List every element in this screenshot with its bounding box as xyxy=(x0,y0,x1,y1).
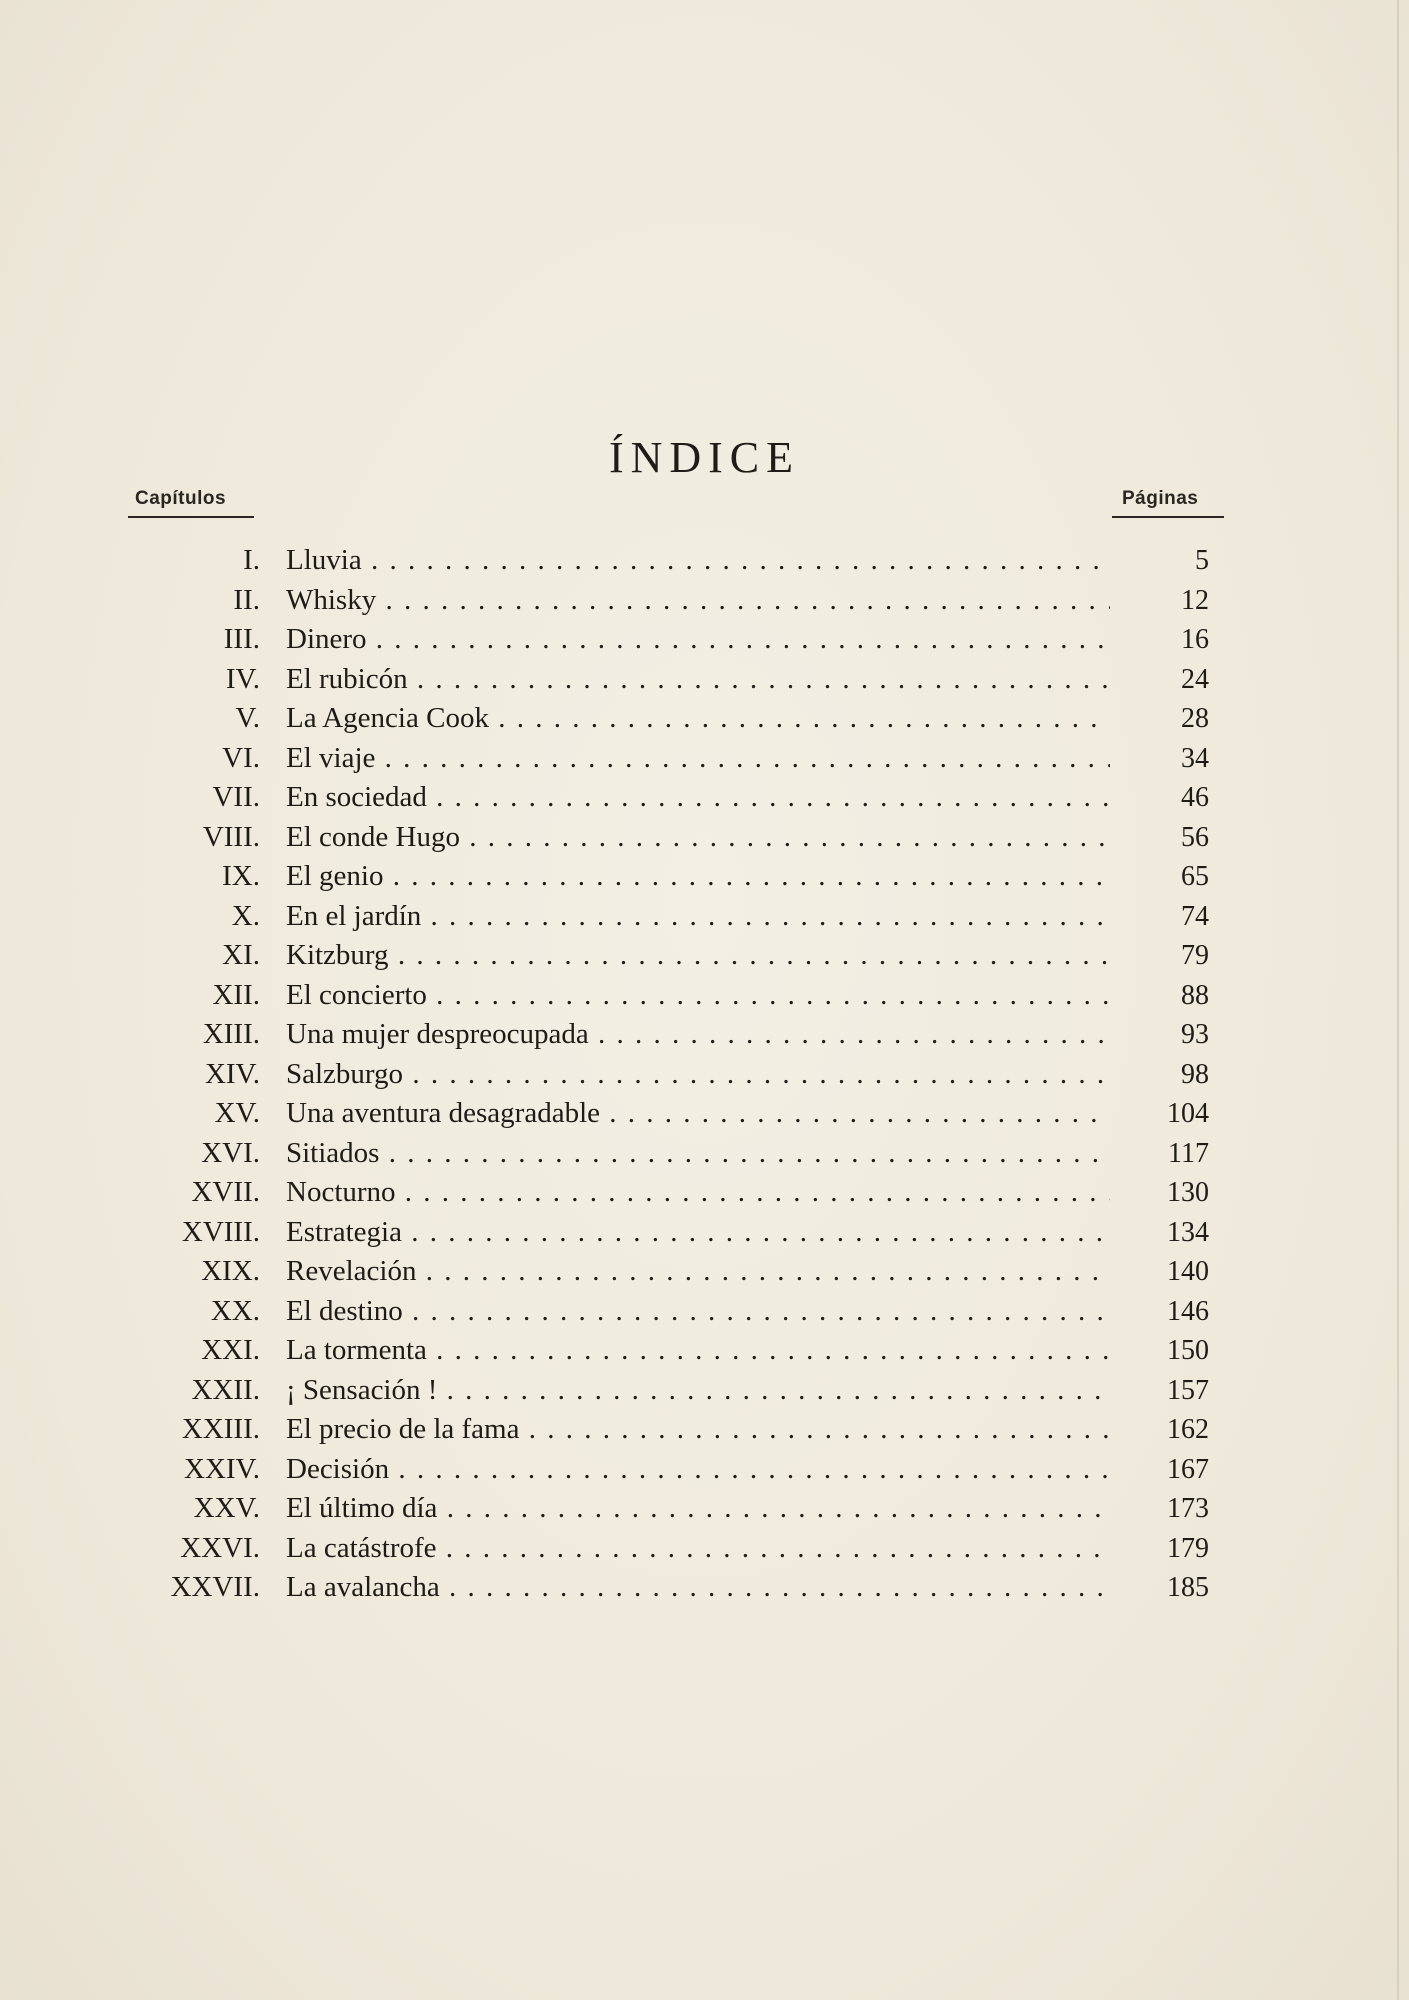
toc-entry xyxy=(0,1292,1409,1332)
chapter-title-with-leader xyxy=(286,1292,1110,1332)
chapter-title: El viaje xyxy=(286,741,376,774)
chapter-number: VI. xyxy=(222,741,260,774)
chapter-number: IX. xyxy=(222,860,260,892)
chapter-number: XXII. xyxy=(191,1373,260,1406)
chapter-number: XXVI. xyxy=(180,1531,260,1564)
page-number: 24 xyxy=(1181,663,1209,695)
chapter-title: Salzburgo xyxy=(286,1057,404,1090)
chapter-title-with-leader xyxy=(286,1015,1110,1055)
chapter-title-with-leader xyxy=(286,936,1110,976)
chapter-title-with-leader xyxy=(286,857,1110,897)
page-number: 12 xyxy=(1181,584,1209,616)
page-number: 134 xyxy=(1167,1216,1209,1248)
chapter-number: XVI. xyxy=(201,1136,260,1169)
chapter-title: Lluvia xyxy=(286,544,362,576)
chapter-title: Nocturno xyxy=(286,1176,396,1208)
toc-entry xyxy=(0,660,1409,700)
page-number: 65 xyxy=(1181,861,1209,892)
chapter-number: XV. xyxy=(214,1097,260,1129)
chapter-title: El rubicón xyxy=(286,662,408,695)
chapter-number: VIII. xyxy=(202,820,260,853)
chapter-title-with-leader xyxy=(286,620,1110,660)
page-number: 157 xyxy=(1167,1374,1209,1406)
table-of-contents xyxy=(0,541,1409,1608)
page-number: 146 xyxy=(1167,1295,1209,1327)
chapter-title: El precio de la fama xyxy=(286,1413,520,1445)
chapter-number: XVII. xyxy=(191,1176,260,1208)
chapter-title-with-leader xyxy=(286,1094,1110,1134)
toc-entry xyxy=(0,1331,1409,1371)
chapter-title: La Agencia Cook xyxy=(286,702,489,734)
page-number: 88 xyxy=(1181,979,1209,1011)
toc-entry xyxy=(0,1529,1409,1569)
page-number: 173 xyxy=(1167,1493,1209,1524)
chapter-title-with-leader xyxy=(286,1410,1110,1450)
chapter-title: Kitzburg xyxy=(286,939,389,971)
chapter-number: XI. xyxy=(222,939,260,971)
toc-entry xyxy=(0,1134,1409,1174)
page-number: 56 xyxy=(1181,821,1209,853)
toc-entry xyxy=(0,1015,1409,1055)
chapter-title: La avalancha xyxy=(286,1571,440,1603)
chapter-number: II. xyxy=(233,583,260,616)
page-number: 34 xyxy=(1181,742,1209,774)
chapter-title-with-leader xyxy=(286,1252,1110,1292)
toc-entry xyxy=(0,739,1409,779)
page-number: 167 xyxy=(1167,1453,1209,1485)
chapter-number: XXV. xyxy=(193,1492,260,1524)
chapter-title-with-leader xyxy=(286,699,1110,739)
toc-entry xyxy=(0,1213,1409,1253)
page-number: 5 xyxy=(1195,545,1209,576)
toc-entry xyxy=(0,1568,1409,1608)
chapter-title: Dinero xyxy=(286,623,367,655)
page-number: 150 xyxy=(1167,1335,1209,1366)
chapter-number: VII. xyxy=(212,781,260,813)
page-number: 162 xyxy=(1167,1414,1209,1445)
chapter-number: XIII. xyxy=(202,1018,260,1050)
chapter-title-with-leader xyxy=(286,1489,1110,1529)
chapter-title-with-leader xyxy=(286,818,1110,858)
page-number: 140 xyxy=(1167,1256,1209,1287)
chapter-title-with-leader xyxy=(286,976,1110,1016)
page-number: 130 xyxy=(1167,1177,1209,1208)
page-number: 179 xyxy=(1167,1532,1209,1564)
chapter-number: XII. xyxy=(212,978,260,1011)
chapter-title: Estrategia xyxy=(286,1215,402,1248)
chapter-title-with-leader xyxy=(286,1371,1110,1411)
toc-entry xyxy=(0,1371,1409,1411)
chapter-title: El concierto xyxy=(286,978,427,1011)
chapter-number: XXVII. xyxy=(170,1571,260,1603)
toc-entry xyxy=(0,1173,1409,1213)
toc-entry xyxy=(0,699,1409,739)
chapter-title: La tormenta xyxy=(286,1334,427,1366)
toc-entry xyxy=(0,778,1409,818)
toc-entry xyxy=(0,1450,1409,1490)
chapter-number: XX. xyxy=(210,1294,260,1327)
toc-entry xyxy=(0,581,1409,621)
chapters-underline xyxy=(128,516,254,518)
chapter-number: XIV. xyxy=(204,1057,260,1090)
chapter-title: El destino xyxy=(286,1294,403,1327)
toc-entry xyxy=(0,897,1409,937)
chapter-title-with-leader xyxy=(286,1055,1110,1095)
chapter-title-with-leader xyxy=(286,660,1110,700)
chapter-number: XVIII. xyxy=(181,1215,260,1248)
chapter-title-with-leader xyxy=(286,1213,1110,1253)
page-number: 93 xyxy=(1181,1019,1209,1050)
chapter-title-with-leader xyxy=(286,1134,1110,1174)
toc-entry xyxy=(0,1252,1409,1292)
chapter-title-with-leader xyxy=(286,1568,1110,1608)
pages-underline xyxy=(1112,516,1224,518)
chapter-number: XIX. xyxy=(201,1255,260,1287)
chapter-number: XXIV. xyxy=(184,1452,260,1485)
page-number: 16 xyxy=(1181,624,1209,655)
chapter-title: Decisión xyxy=(286,1452,390,1485)
chapter-number: X. xyxy=(231,899,260,932)
chapter-title: Revelación xyxy=(286,1255,417,1287)
chapter-title-with-leader xyxy=(286,778,1110,818)
toc-entry xyxy=(0,541,1409,581)
toc-entry xyxy=(0,620,1409,660)
chapter-number: V. xyxy=(235,702,260,734)
toc-entry xyxy=(0,1410,1409,1450)
toc-entry xyxy=(0,1489,1409,1529)
chapter-title: En el jardín xyxy=(286,899,422,932)
toc-entry xyxy=(0,818,1409,858)
chapter-title: Whisky xyxy=(286,583,377,616)
toc-entry xyxy=(0,857,1409,897)
chapter-title-with-leader xyxy=(286,541,1110,581)
chapter-title: El último día xyxy=(286,1492,438,1524)
chapter-title-with-leader xyxy=(286,581,1110,621)
chapters-column-label: Capítulos xyxy=(135,488,227,509)
chapter-number: XXIII. xyxy=(181,1413,260,1445)
page-number: 185 xyxy=(1167,1572,1209,1603)
chapter-title-with-leader xyxy=(286,1529,1110,1569)
chapter-title: Sitiados xyxy=(286,1136,380,1169)
page-number: 117 xyxy=(1168,1137,1209,1169)
chapter-title: ¡ Sensación ! xyxy=(286,1373,438,1406)
page-number: 104 xyxy=(1167,1098,1209,1129)
pages-column-label: Páginas xyxy=(1122,488,1199,509)
chapter-title-with-leader xyxy=(286,1173,1110,1213)
chapter-title: La catástrofe xyxy=(286,1531,437,1564)
chapter-title-with-leader xyxy=(286,897,1110,937)
page-number: 79 xyxy=(1181,940,1209,971)
toc-entry xyxy=(0,936,1409,976)
chapter-title: El genio xyxy=(286,860,384,892)
page-number: 74 xyxy=(1181,900,1209,932)
chapter-title-with-leader xyxy=(286,1331,1110,1371)
chapter-number: XXI. xyxy=(201,1334,260,1366)
page-title: ÍNDICE xyxy=(608,433,801,482)
chapter-title: Una aventura desagradable xyxy=(286,1097,601,1129)
chapter-title: Una mujer despreocupada xyxy=(286,1018,589,1050)
page-number: 28 xyxy=(1181,703,1209,734)
chapter-title-with-leader xyxy=(286,739,1110,779)
chapter-number: III. xyxy=(223,623,260,655)
page-number: 46 xyxy=(1181,782,1209,813)
toc-entry xyxy=(0,1094,1409,1134)
toc-entry xyxy=(0,976,1409,1016)
chapter-title-with-leader xyxy=(286,1450,1110,1490)
chapter-number: I. xyxy=(243,544,260,576)
chapter-number: IV. xyxy=(225,662,260,695)
page-number: 98 xyxy=(1181,1058,1209,1090)
chapter-title: El conde Hugo xyxy=(286,820,460,853)
toc-entry xyxy=(0,1055,1409,1095)
chapter-title: En sociedad xyxy=(286,781,427,813)
